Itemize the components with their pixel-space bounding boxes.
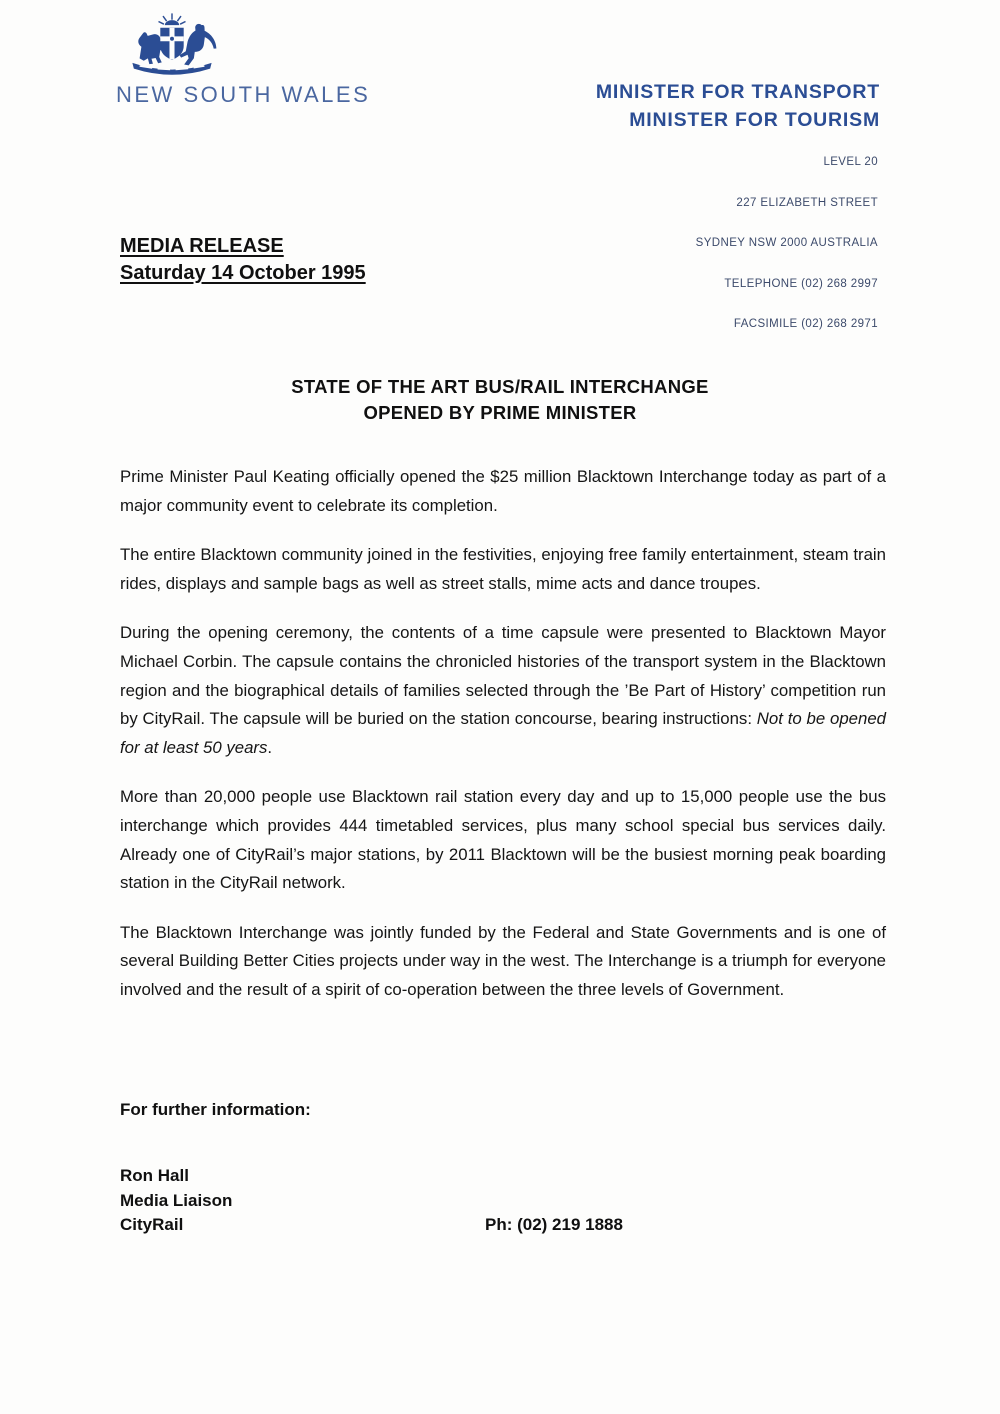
state-name: NEW SOUTH WALES — [116, 82, 371, 107]
minister-title-transport: MINISTER FOR TRANSPORT — [595, 81, 880, 103]
address-street: 227 ELIZABETH STREET — [736, 196, 878, 209]
paragraph-1: Prime Minister Paul Keating officially opened the $25 million Blacktown Interchange today as part of a major community event to celebrate its completion. — [120, 467, 886, 515]
contact-phone: Ph: (02) 219 1888 — [485, 1215, 623, 1234]
address-telephone: TELEPHONE (02) 268 2997 — [724, 277, 878, 290]
release-label: MEDIA RELEASE — [120, 235, 284, 257]
contact-org: CityRail — [120, 1215, 184, 1234]
headline — [0, 374, 1000, 426]
address-city: SYDNEY NSW 2000 AUSTRALIA — [695, 237, 878, 249]
headline-line2: OPENED BY PRIME MINISTER — [363, 402, 637, 423]
nsw-coat-of-arms-logo — [116, 8, 228, 80]
body-copy — [120, 463, 886, 1026]
paragraph-4: More than 20,000 people use Blacktown rail station every day and up to 15,000 people use the bus interchange which provides 444 timetabled services, plus many school special bus services daily. Already one of CityRail’s major stations, by 2011 Blacktown will be the busiest morning peak boarding station in the CityRail network. — [120, 787, 886, 893]
address-level: LEVEL 20 — [823, 156, 878, 168]
release-date: Saturday 14 October 1995 — [120, 262, 366, 284]
minister-titles — [596, 78, 880, 134]
paragraph-3-italic: Not to be opened for at least 50 years — [120, 709, 886, 757]
letterhead-address — [696, 156, 878, 359]
minister-title-tourism: MINISTER FOR TOURISM — [629, 109, 880, 131]
contact-org-row — [120, 1213, 886, 1238]
paragraph-3 — [120, 619, 886, 762]
release-header — [120, 233, 366, 287]
contact-role: Media Liaison — [120, 1190, 233, 1210]
paragraph-3-period: . — [267, 737, 273, 757]
footer-contact — [120, 1100, 886, 1238]
contact-name: Ron Hall — [120, 1166, 189, 1185]
paragraph-3-text: During the opening ceremony, the contents of a time capsule were presented to Blacktown Mayor Michael Corbin. The capsule contains the chronicled histories of the transport system in the Blacktown region and the biographical details of families selected through the ’Be Part of History’ competition run by CityRail. The capsule will be buried on the station concourse, bearing instructions: — [120, 623, 886, 729]
paragraph-5: The Blacktown Interchange was jointly funded by the Federal and State Governments and is one of several Building Better Cities projects under way in the west. The Interchange is a triumph for everyone involved and the result of a spirit of co-operation between the three levels of Government. — [120, 922, 886, 999]
further-information-heading: For further information: — [120, 1100, 311, 1119]
headline-line1: STATE OF THE ART BUS/RAIL INTERCHANGE — [291, 376, 709, 397]
address-facsimile: FACSIMILE (02) 268 2971 — [733, 318, 878, 330]
paragraph-2: The entire Blacktown community joined in the festivities, enjoying free family entertainment, steam train rides, displays and sample bags as well as street stalls, mime acts and dance troupes. — [120, 545, 886, 593]
